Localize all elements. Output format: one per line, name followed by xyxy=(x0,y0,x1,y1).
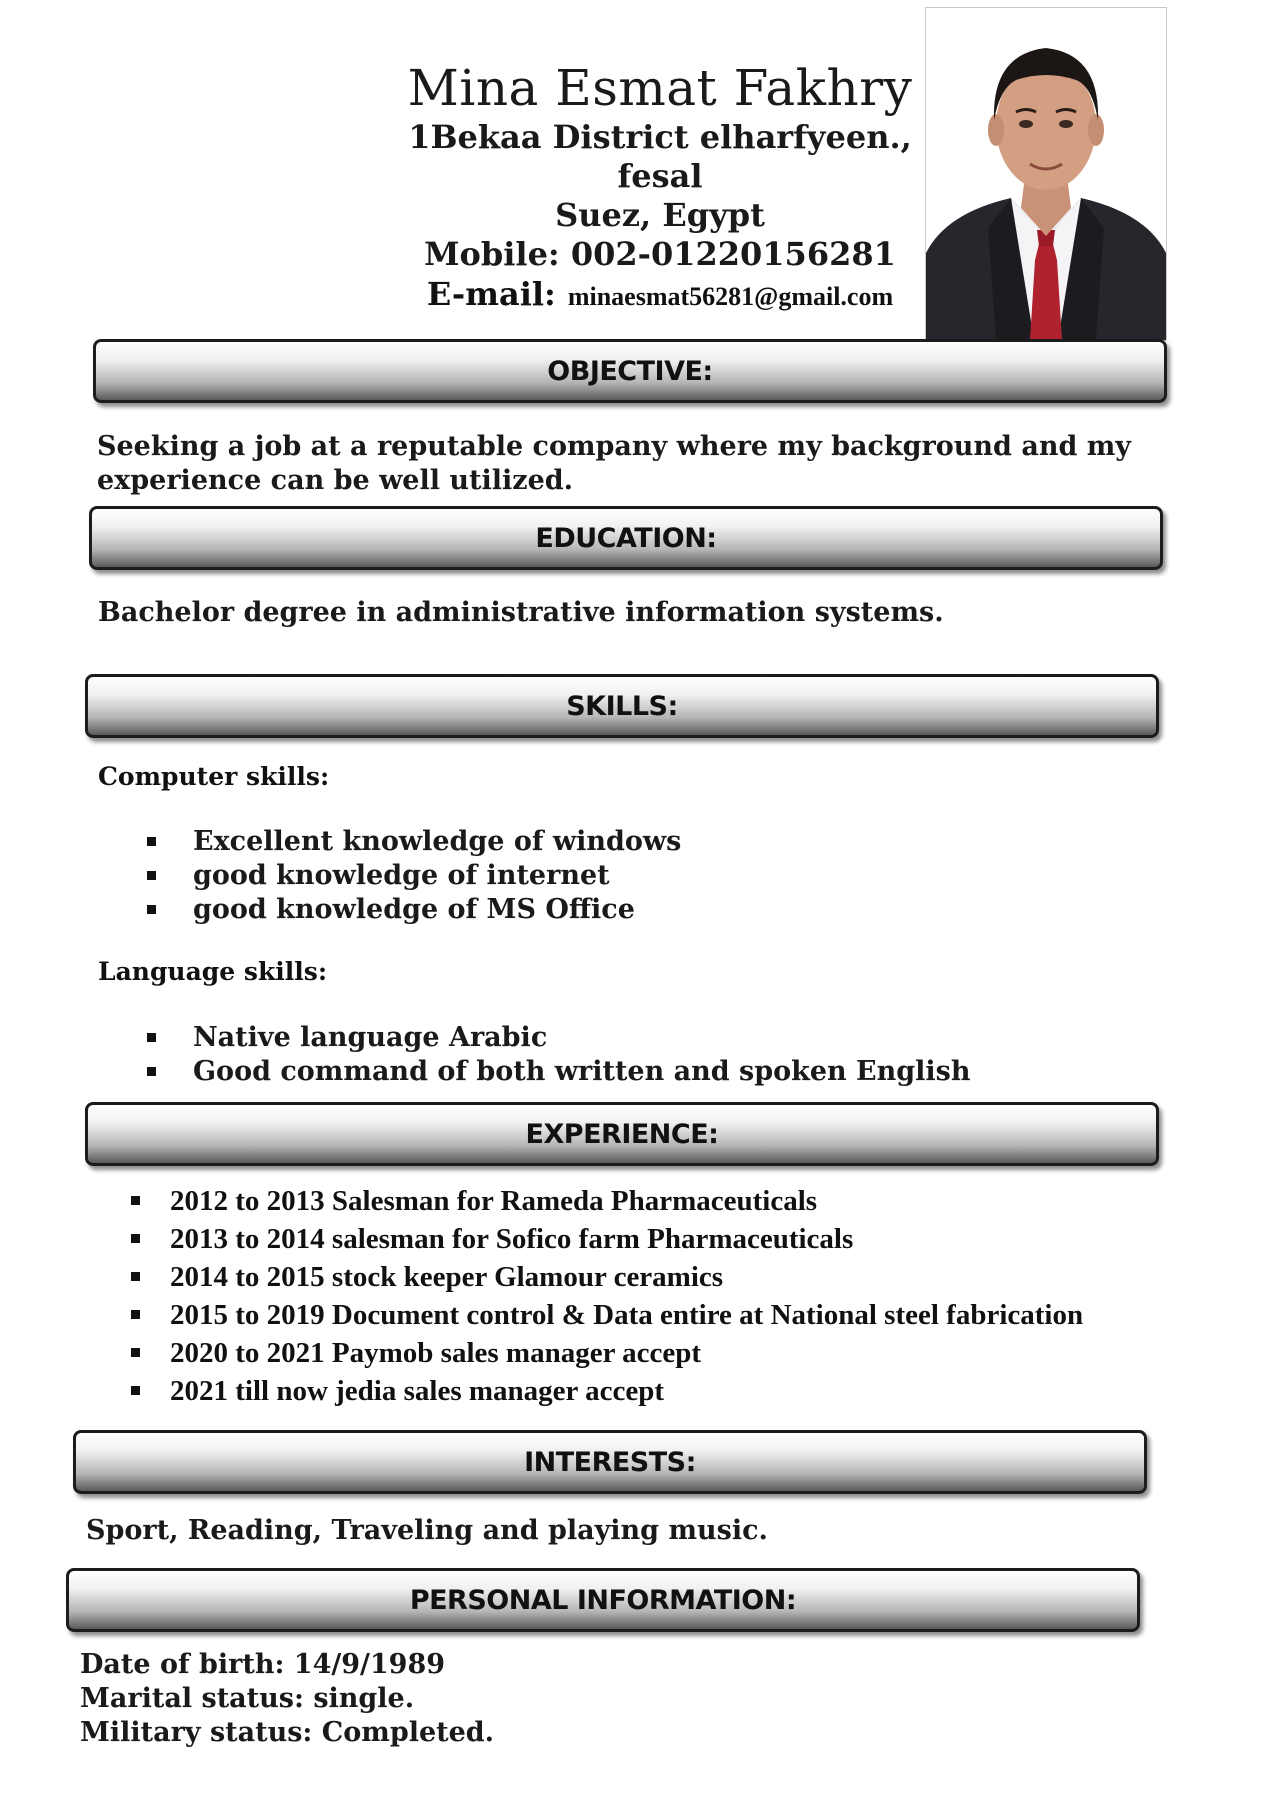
language-skills-label: Language skills: xyxy=(98,957,328,986)
email-row xyxy=(380,274,940,317)
bullet-icon xyxy=(131,1272,140,1281)
computer-skills-list xyxy=(147,825,681,927)
section-bar-skills xyxy=(85,674,1159,738)
bullet-icon xyxy=(147,871,156,880)
mobile-number: Mobile: 002-01220156281 xyxy=(424,235,896,273)
person-portrait-icon xyxy=(926,8,1166,340)
list-item: 2021 till now jedia sales manager accept xyxy=(131,1372,1083,1410)
military-status: Military status: Completed. xyxy=(80,1717,495,1748)
objective-text: Seeking a job at a reputable company where my background and my experience can be well utilized. xyxy=(97,431,1131,496)
language-skills-list xyxy=(147,1021,970,1089)
section-heading-education: EDUCATION: xyxy=(535,522,717,554)
resume-header xyxy=(380,58,940,317)
section-heading-interests: INTERESTS: xyxy=(524,1446,696,1478)
list-item: 2020 to 2021 Paymob sales manager accept xyxy=(131,1334,1083,1372)
section-heading-personal-information: PERSONAL INFORMATION: xyxy=(409,1584,797,1616)
address-line-1: 1Bekaa District elharfyeen., fesal xyxy=(408,118,912,195)
email-label: E-mail: xyxy=(426,275,556,313)
experience-list xyxy=(131,1182,1083,1410)
computer-skills-label: Computer skills: xyxy=(98,762,330,791)
section-heading-experience: EXPERIENCE: xyxy=(525,1118,719,1150)
bullet-icon xyxy=(131,1310,140,1319)
section-bar-personal-information xyxy=(66,1568,1140,1632)
address-line-2: Suez, Egypt xyxy=(555,196,765,234)
section-heading-skills: SKILLS: xyxy=(566,690,678,722)
section-heading-objective: OBJECTIVE: xyxy=(547,355,713,387)
interests-text: Sport, Reading, Traveling and playing music. xyxy=(86,1515,768,1546)
list-item: good knowledge of internet xyxy=(147,859,681,893)
list-item: Good command of both written and spoken English xyxy=(147,1055,970,1089)
section-bar-education xyxy=(89,506,1163,570)
bullet-icon xyxy=(147,1033,156,1042)
marital-status: Marital status: single. xyxy=(80,1683,415,1714)
education-text: Bachelor degree in administrative information systems. xyxy=(98,597,944,628)
list-item: 2012 to 2013 Salesman for Rameda Pharmaceuticals xyxy=(131,1182,1083,1220)
list-item: 2013 to 2014 salesman for Sofico farm Pharmaceuticals xyxy=(131,1220,1083,1258)
list-item: 2014 to 2015 stock keeper Glamour ceramics xyxy=(131,1258,1083,1296)
date-of-birth: Date of birth: 14/9/1989 xyxy=(80,1649,446,1680)
bullet-icon xyxy=(147,1067,156,1076)
section-bar-objective xyxy=(93,339,1167,403)
section-bar-interests xyxy=(73,1430,1147,1494)
list-item: Excellent knowledge of windows xyxy=(147,825,681,859)
bullet-icon xyxy=(131,1348,140,1357)
section-bar-experience xyxy=(85,1102,1159,1166)
candidate-name: Mina Esmat Fakhry xyxy=(407,59,913,117)
email-address: minaesmat56281@gmail.com xyxy=(567,282,894,311)
bullet-icon xyxy=(147,905,156,914)
bullet-icon xyxy=(131,1234,140,1243)
list-item: 2015 to 2019 Document control & Data entire at National steel fabrication xyxy=(131,1296,1083,1334)
bullet-icon xyxy=(131,1196,140,1205)
list-item: Native language Arabic xyxy=(147,1021,970,1055)
bullet-icon xyxy=(131,1386,140,1395)
bullet-icon xyxy=(147,837,156,846)
list-item: good knowledge of MS Office xyxy=(147,893,681,927)
profile-photo xyxy=(925,7,1167,341)
